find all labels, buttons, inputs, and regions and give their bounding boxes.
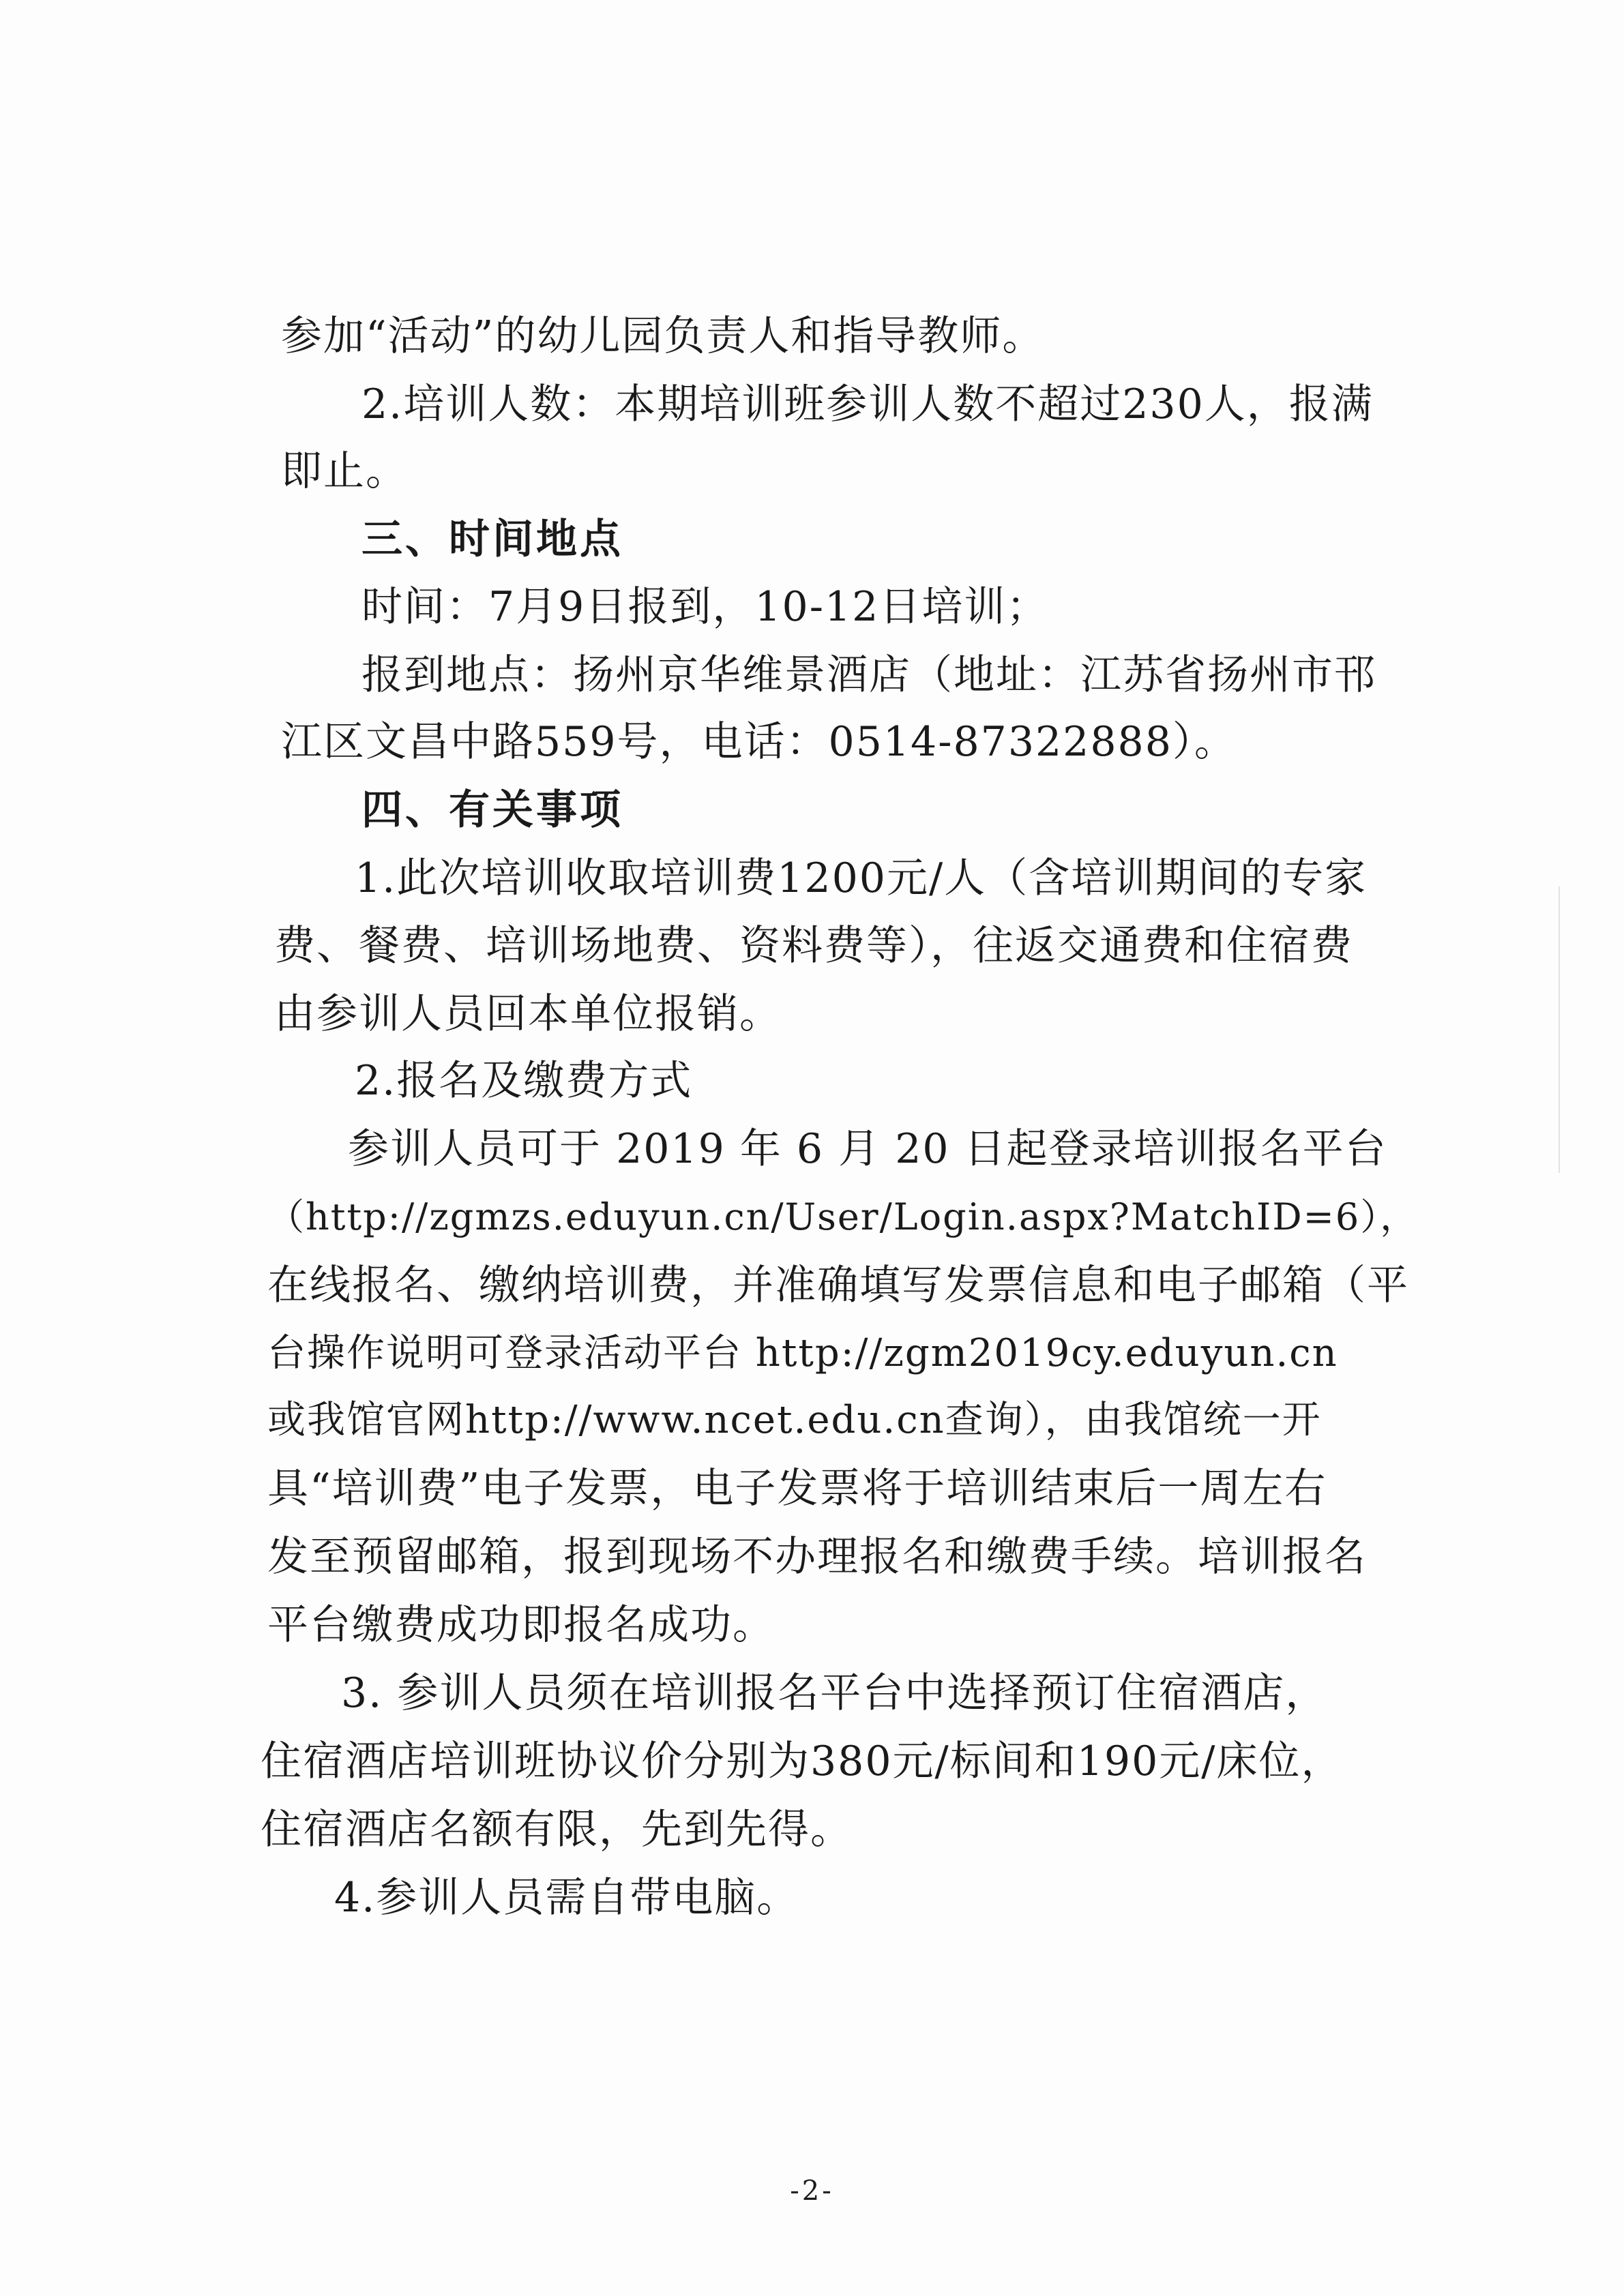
text-line-registration-4: 或我馆官网http://www.ncet.edu.cn查询），由我馆统一开	[267, 1398, 1322, 1442]
text-line-registration-1: 参训人员可于 2019 年 6 月 20 日起登录培训报名平台	[348, 1125, 1387, 1173]
text-line-registration-6: 发至预留邮箱，报到现场不办理报名和缴费手续。培训报名	[267, 1533, 1367, 1581]
text-line-hotel-2: 住宿酒店培训班协议价分别为380元/标间和190元/床位，	[261, 1738, 1344, 1785]
text-line-registration-3: 台操作说明可登录活动平台 http://zgm2019cy.eduyun.cn	[267, 1331, 1338, 1375]
text-line-hotel-3: 住宿酒店名额有限，先到先得。	[261, 1806, 853, 1853]
text-line-venue-address: 江区文昌中路559号，电话：0514-87322888）。	[281, 718, 1237, 766]
text-line-registration-5: 具“培训费”电子发票，电子发票将于培训结束后一周左右	[267, 1465, 1327, 1512]
scan-edge-mark	[1559, 886, 1560, 1173]
text-line-registration-2: 在线报名、缴纳培训费，并准确填写发票信息和电子邮箱（平	[267, 1262, 1409, 1309]
section-heading-matters: 四、有关事项	[361, 786, 623, 834]
text-line-1: 参加“活动”的幼儿园负责人和指导教师。	[281, 312, 1045, 360]
page-number: -2-	[790, 2175, 834, 2207]
text-line-2: 2.培训人数：本期培训班参训人数不超过230人，报满	[361, 381, 1374, 428]
text-line-hotel-1: 3. 参训人员须在培训报名平台中选择预订住宿酒店，	[341, 1669, 1328, 1717]
text-line-registration-url: （http://zgmzs.eduyun.cn/User/Login.aspx?MatchID=6），	[267, 1195, 1419, 1238]
text-line-venue: 报到地点：扬州京华维景酒店（地址：江苏省扬州市邗	[361, 651, 1376, 699]
section-heading-time-place: 三、时间地点	[361, 516, 623, 563]
text-line-computer: 4.参训人员需自带电脑。	[334, 1874, 799, 1922]
text-line-fee-1: 1.此次培训收取培训费1200元/人（含培训期间的专家	[355, 854, 1368, 902]
text-line-time: 时间：7月9日报到，10-12日培训；	[361, 583, 1049, 631]
text-line-fee-2: 费、餐费、培训场地费、资料费等），往返交通费和住宿费	[274, 922, 1353, 970]
text-line-registration-7: 平台缴费成功即报名成功。	[267, 1601, 775, 1649]
text-line-registration-heading: 2.报名及缴费方式	[355, 1057, 693, 1105]
text-line-3: 即止。	[281, 447, 408, 495]
text-line-fee-3: 由参训人员回本单位报销。	[274, 990, 782, 1038]
